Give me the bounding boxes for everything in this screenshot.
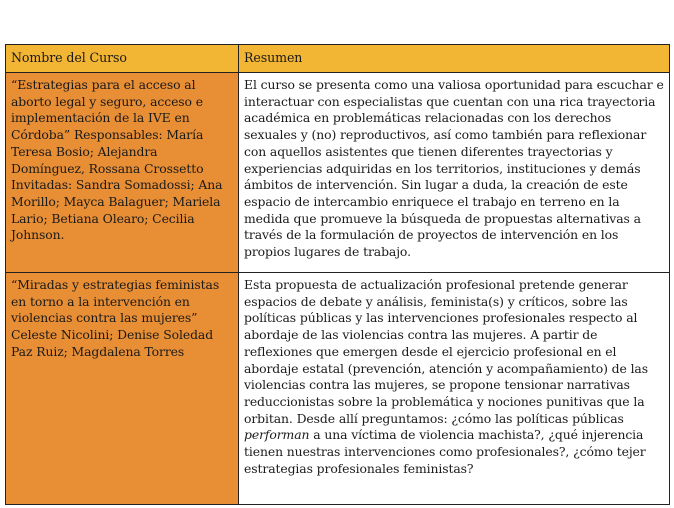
course-summary-cell	[239, 273, 670, 505]
header-summary: Resumen	[239, 45, 670, 73]
summary-text: a una víctima de violencia machista?, ¿qué injerencia tienen nuestras intervenciones como profesionales?, ¿cómo tejer estrategias profesionales feministas?	[244, 427, 646, 476]
table-row	[6, 73, 670, 273]
table-row	[6, 273, 670, 505]
header-course-name: Nombre del Curso	[6, 45, 239, 73]
summary-italic-term: performan	[244, 427, 310, 443]
course-name-cell: “Estrategias para el acceso al aborto legal y seguro, acceso e implementación de la IVE en Córdoba” Responsables: María Teresa Bosio; Alejandra Domínguez, Rossana Crossetto Invitadas: Sandra Somadossi; Ana Morillo; Mayca Balaguer; Mariela Lario; Betiana Olearo; Cecilia Johnson.	[6, 73, 239, 273]
header-row	[6, 45, 670, 73]
course-summary-cell: El curso se presenta como una valiosa oportunidad para escuchar e interactuar con especialistas que cuentan con una rica trayectoria académica en problemáticas relacionadas con los derechos sexuales y (no) reproductivos, así como también para reflexionar con aquellos asistentes que tienen diferentes trayectorias y experiencias adquiridas en los territorios, instituciones y demás ámbitos de intervención. Sin lugar a duda, la creación de este espacio de intercambio enriquece el trabajo en terreno en la medida que promueve la búsqueda de propuestas alternativas a través de la formulación de proyectos de intervención en los propios lugares de trabajo.	[239, 73, 670, 273]
courses-table	[5, 44, 670, 505]
course-name-cell: “Miradas y estrategias feministas en torno a la intervención en violencias contra las mujeres” Celeste Nicolini; Denise Soledad Paz Ruiz; Magdalena Torres	[6, 273, 239, 505]
summary-text: Esta propuesta de actualización profesional pretende generar espacios de debate y análisis, feminista(s) y críticos, sobre las políticas públicas y las intervenciones profesionales respecto al abordaje de las violencias contra las mujeres. A partir de reflexiones que emergen desde el ejercicio profesional en el abordaje estatal (prevención, atención y acompañamiento) de las violencias contra las mujeres, se propone tensionar narrativas reduccionistas sobre la problemática y nociones punitivas que la orbitan. Desde allí preguntamos: ¿cómo las políticas públicas	[244, 277, 648, 426]
